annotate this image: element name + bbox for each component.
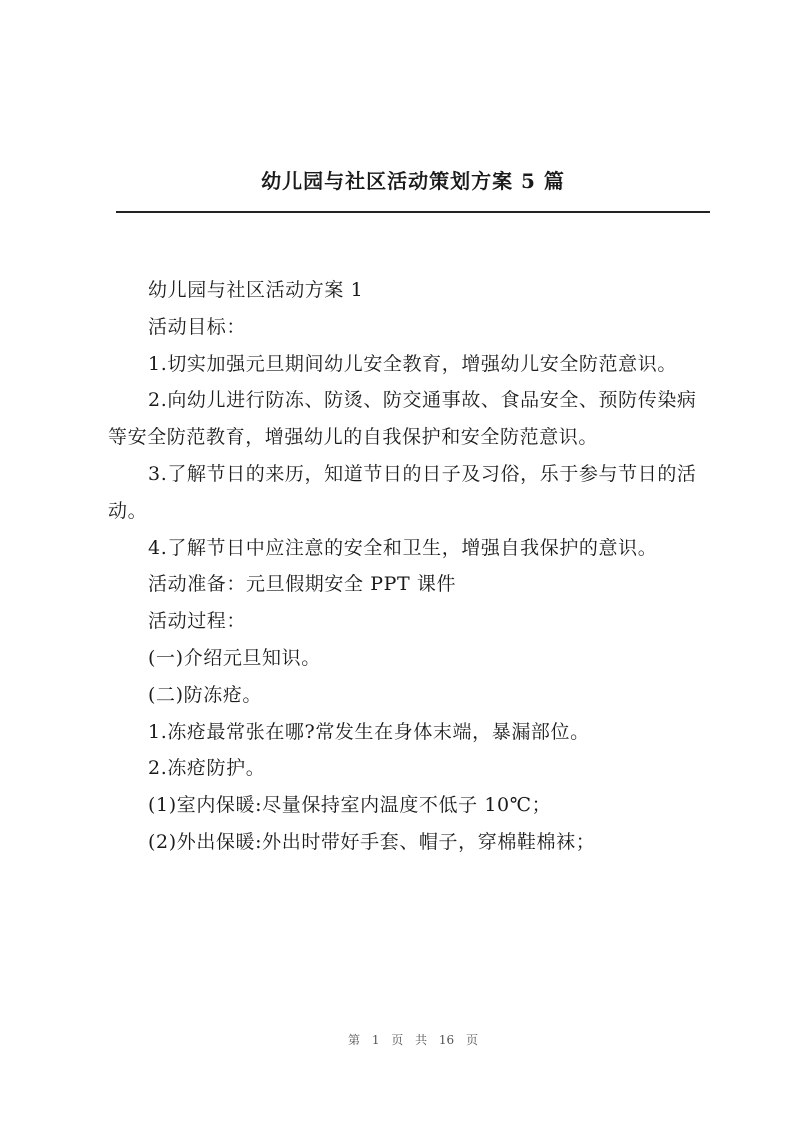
paragraph: 活动目标：: [148, 315, 247, 338]
paragraph: 活动准备：元旦假期安全 PPT 课件: [148, 573, 457, 596]
paragraph: (二)防冻疮。: [148, 683, 263, 706]
paragraph: (2)外出保暖:外出时带好手套、帽子，穿棉鞋棉袜；: [148, 830, 596, 853]
paragraph: 活动过程：: [148, 610, 247, 633]
paragraph: 幼儿园与社区活动方案 1: [148, 279, 364, 301]
paragraph: (一)介绍元旦知识。: [148, 646, 321, 669]
paragraph: 1.冻疮最常张在哪?常发生在身体末端，暴漏部位。: [148, 720, 590, 743]
paragraph: 4.了解节日中应注意的安全和卫生，增强自我保护的意识。: [148, 536, 658, 559]
title-divider: [116, 211, 710, 213]
page-number: 第 1 页 共 16 页: [348, 1033, 478, 1047]
document-body: [108, 272, 708, 861]
paragraph: (1)室内保暖:尽量保持室内温度不低子 10℃；: [148, 794, 552, 817]
paragraph: 1.切实加强元旦期间幼儿安全教育，增强幼儿安全防范意识。: [148, 352, 677, 375]
paragraph: 2.冻疮防护。: [148, 757, 266, 780]
document-title: 幼儿园与社区活动策划方案 5 篇: [261, 169, 565, 193]
paragraph: 2.向幼儿进行防冻、防烫、防交通事故、食品安全、预防传染病等安全防范教育，增强幼儿的自我保护和安全防范意识。: [108, 389, 697, 449]
paragraph: 3.了解节日的来历，知道节日的日子及习俗，乐于参与节日的活动。: [108, 462, 697, 522]
